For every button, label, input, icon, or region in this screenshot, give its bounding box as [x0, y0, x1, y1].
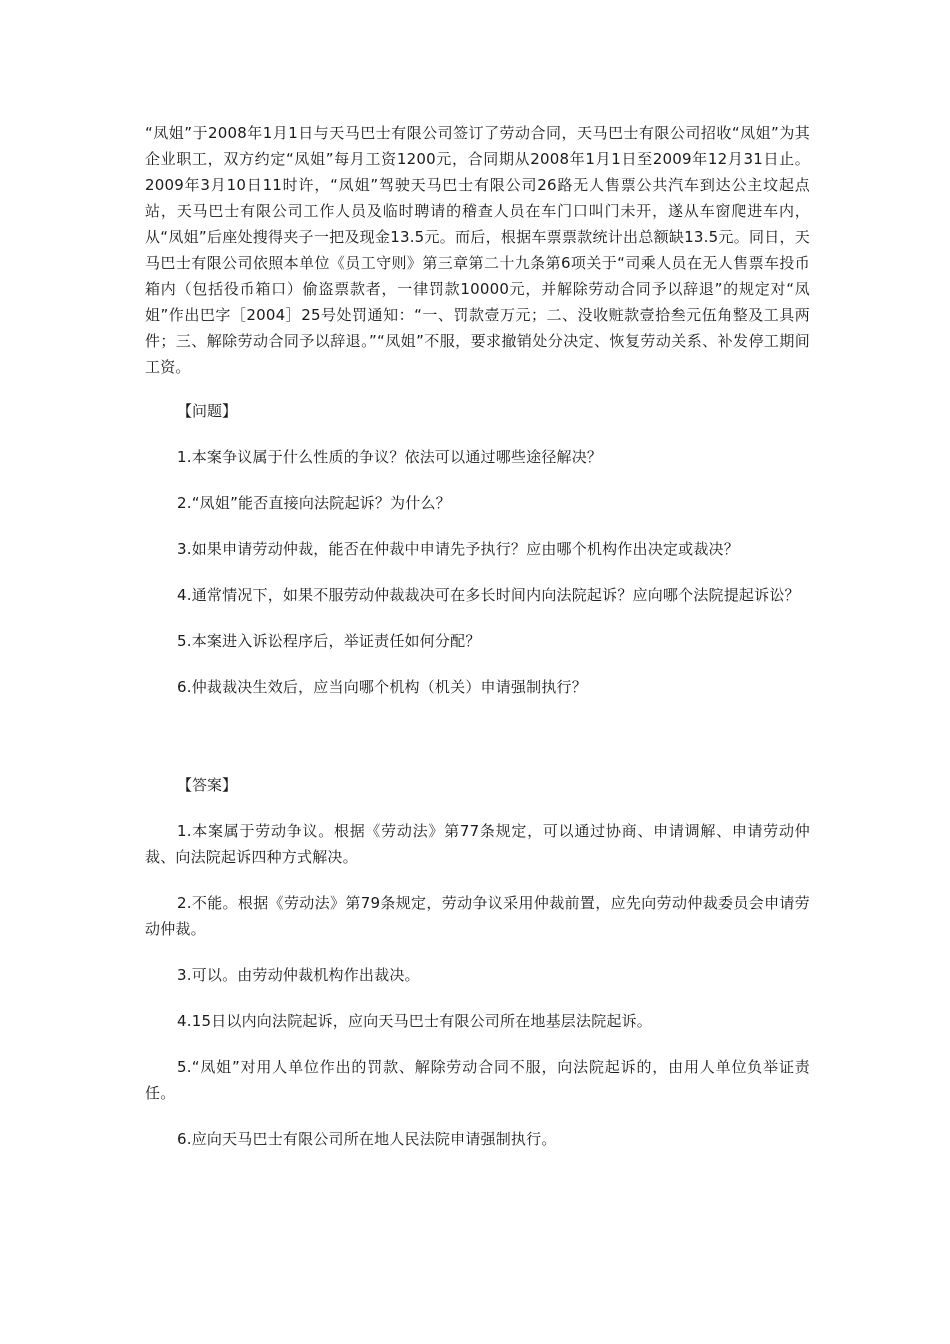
- question-item: 3.如果申请劳动仲裁，能否在仲裁中申请先予执行？应由哪个机构作出决定或裁决？: [177, 540, 739, 558]
- document-page: [145, 120, 810, 1172]
- answers-heading: 【答案】: [177, 776, 238, 794]
- section-spacer: [145, 720, 810, 772]
- answer-item: 4.15日以内向法院起诉，应向天马巴士有限公司所在地基层法院起诉。: [177, 1012, 653, 1030]
- question-item: 4.通常情况下，如果不服劳动仲裁裁决可在多长时间内向法院起诉？应向哪个法院提起诉讼？: [177, 586, 800, 604]
- question-item: 6.仲裁裁决生效后，应当向哪个机构（机关）申请强制执行？: [177, 678, 587, 696]
- answer-item: 6.应向天马巴士有限公司所在地人民法院申请强制执行。: [177, 1130, 557, 1148]
- question-item: 1.本案争议属于什么性质的争议？依法可以通过哪些途径解决？: [177, 448, 603, 466]
- answer-item: 1.本案属于劳动争议。根据《劳动法》第77条规定，可以通过协商、申请调解、申请劳动仲裁、向法院起诉四种方式解决。: [145, 822, 810, 866]
- question-item: 5.本案进入诉讼程序后，举证责任如何分配？: [177, 632, 481, 650]
- answer-item: 3.可以。由劳动仲裁机构作出裁决。: [177, 966, 420, 984]
- question-item: 2.“凤姐”能否直接向法院起诉？为什么？: [177, 494, 451, 512]
- case-description: “凤姐”于2008年1月1日与天马巴士有限公司签订了劳动合同，天马巴士有限公司招收“凤姐”为其企业职工，双方约定“凤姐”每月工资1200元，合同期从2008年1月1日至2009年12月31日止。2009年3月10日11时许，“凤姐”驾驶天马巴士有限公司26路无人售票公共汽车到达公主坟起点站，天马巴士有限公司工作人员及临时聘请的稽查人员在车门口叫门未开，遂从车窗爬进车内，从“凤姐”后座处搜得夹子一把及现金13.5元。而后，根据车票票款统计出总额缺13.5元。同日，天马巴士有限公司依照本单位《员工守则》第三章第二十九条第6项关于“司乘人员在无人售票车投币箱内（包括役币箱口）偷盗票款者，一律罚款10000元，并解除劳动合同予以辞退”的规定对“凤姐”作出巴字［2004］25号处罚通知：“一、罚款壹万元；二、没收赃款壹拾叁元伍角整及工具两件；三、解除劳动合同予以辞退。”“凤姐”不服，要求撤销处分决定、恢复劳动关系、补发停工期间工资。: [145, 124, 810, 376]
- answer-item: 5.“凤姐”对用人单位作出的罚款、解除劳动合同不服，向法院起诉的，由用人单位负举证责任。: [145, 1058, 810, 1102]
- questions-heading: 【问题】: [177, 402, 238, 420]
- answer-item: 2.不能。根据《劳动法》第79条规定，劳动争议采用仲裁前置，应先向劳动仲裁委员会申请劳动仲裁。: [145, 894, 810, 938]
